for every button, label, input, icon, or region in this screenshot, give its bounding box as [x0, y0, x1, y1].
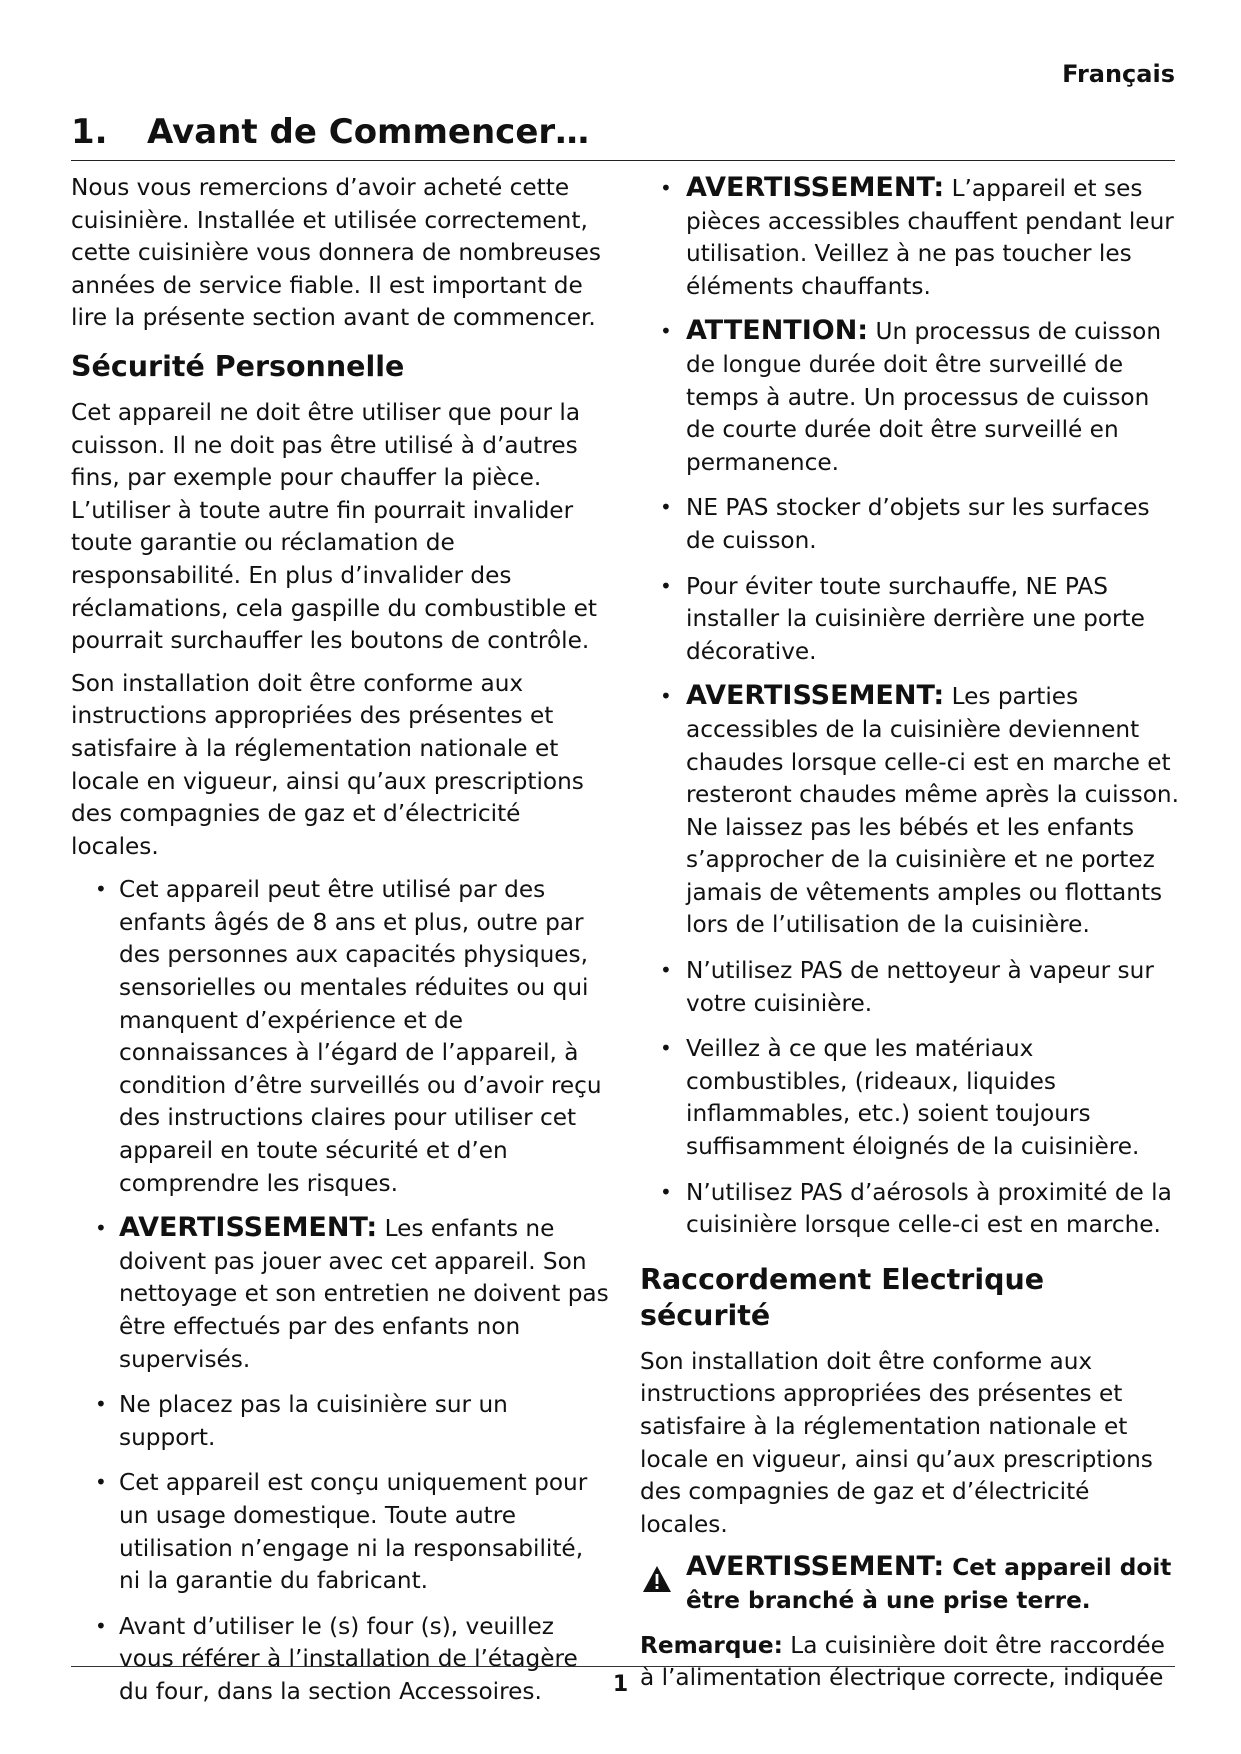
- list-item: [640, 491, 1180, 557]
- list-item-text: Ne placez pas la cuisinière sur un support.: [119, 1391, 508, 1451]
- paragraph-electrical-installation: Son installation doit être conforme aux instructions appropriées des présentes et satisfaire à la réglementation nationale et locale en vigueur, ainsi qu’aux prescriptions des compagnies de gaz et d’électricité locales.: [640, 1347, 1153, 1538]
- bullet-icon: •: [660, 684, 672, 709]
- bullet-icon: •: [660, 1179, 672, 1204]
- warning-text: Cet appareil doit être branché à une prise terre.: [686, 1554, 1172, 1614]
- bullet-icon: •: [660, 176, 672, 200]
- list-item: [640, 172, 1180, 303]
- list-item-text: L’appareil et ses pièces accessibles chauffent pendant leur utilisation. Veillez à ne pas toucher les éléments chauffants.: [686, 175, 1174, 300]
- list-item: [71, 873, 611, 1200]
- list-item: [71, 1466, 611, 1597]
- bullet-icon: •: [660, 573, 672, 598]
- list-item-keyword: AVERTISSEMENT:: [119, 1212, 378, 1244]
- list-item: [640, 954, 1180, 1020]
- list-item-text: Veillez à ce que les matériaux combustibles, (rideaux, liquides inflammables, etc.) soient toujours suffisamment éloignés de la cuisinière.: [686, 1035, 1140, 1161]
- bullet-icon: •: [95, 1613, 107, 1638]
- bullet-icon: •: [95, 877, 107, 902]
- section-heading-personal-safety: Sécurité Personnelle: [71, 349, 405, 383]
- list-item-text: N’utilisez PAS de nettoyeur à vapeur sur votre cuisinière.: [686, 957, 1154, 1017]
- warning-keyword: AVERTISSEMENT:: [686, 1551, 945, 1583]
- bullet-icon: •: [660, 319, 672, 344]
- list-item: [640, 1032, 1180, 1163]
- paragraph-installation: Son installation doit être conforme aux instructions appropriées des présentes et satisfaire à la réglementation nationale et locale en vigueur, ainsi qu’aux prescriptions des compagnies de gaz et d’électricité locales.: [71, 669, 584, 860]
- list-item-text: Un processus de cuisson de longue durée doit être surveillé de temps à autre. Un processus de cuisson de courte durée doit être surveillé en permanence.: [686, 318, 1162, 476]
- list-item-text: N’utilisez PAS d’aérosols à proximité de la cuisinière lorsque celle-ci est en marche.: [686, 1178, 1172, 1239]
- bullet-icon: •: [95, 1216, 107, 1241]
- list-item: [71, 1388, 611, 1454]
- bullet-icon: •: [660, 958, 672, 983]
- list-item-text: Les parties accessibles de la cuisinière deviennent chaudes lorsque celle-ci est en marche et resteront chaudes même après la cuisson. Ne laissez pas les bébés et les enfants s’approcher de la cuisinière et ne portez jamais de vêtements amples ou flottants lors de l’utilisation de la cuisinière.: [686, 683, 1179, 939]
- bullet-icon: •: [95, 1392, 107, 1417]
- bullet-icon: •: [95, 1470, 107, 1495]
- language-label: Français: [1062, 60, 1175, 88]
- list-item-text: Avant d’utiliser le (s) four (s), veuillez vous référer à l’installation de l’étagère du four, dans la section Accessoires.: [119, 1612, 578, 1705]
- bullet-icon: •: [660, 1036, 672, 1061]
- warning-triangle-icon: [642, 1565, 672, 1593]
- left-column: [71, 172, 611, 1721]
- list-item-text: Les enfants ne doivent pas jouer avec cet appareil. Son nettoyage et son entretien ne doivent pas être effectués par des enfants non supervisés.: [119, 1215, 609, 1373]
- list-item-keyword: AVERTISSEMENT:: [686, 172, 945, 203]
- chapter-title: Avant de Commencer…: [147, 112, 590, 152]
- list-item-text: NE PAS stocker d’objets sur les surfaces de cuisson.: [686, 494, 1150, 554]
- intro-paragraph: Nous vous remercions d’avoir acheté cette cuisinière. Installée et utilisée correctement, cette cuisinière vous donnera de nombreuses années de service fiable. Il est important de lire la présente section avant de commencer.: [71, 174, 601, 332]
- page-number: 1: [612, 1672, 629, 1697]
- section-heading-electrical-safety: Raccordement Electrique sécurité: [640, 1262, 1045, 1332]
- paragraph-usage: Cet appareil ne doit être utiliser que pour la cuisson. Il ne doit pas être utilisé à d’autres fins, par exemple pour chauffer la pièce. L’utiliser à toute autre fin pourrait invalider toute garantie ou réclamation de responsabilité. En plus d’invalider des réclamations, cela gaspille du combustible et pourrait surchauffer les boutons de contrôle.: [71, 398, 597, 655]
- list-item: [640, 315, 1180, 479]
- remark-text: La cuisinière doit être raccordée à l’alimentation électrique correcte, indiquée: [640, 1631, 1165, 1692]
- list-item: [640, 1176, 1180, 1242]
- footer-divider: [71, 1666, 1175, 1667]
- list-item-text: Cet appareil est conçu uniquement pour un usage domestique. Toute autre utilisation n’engage ni la responsabilité, ni la garantie du fabricant.: [119, 1469, 588, 1595]
- list-item: [640, 570, 1180, 669]
- left-bullet-list: [71, 873, 611, 1708]
- right-column: [640, 172, 1180, 1705]
- chapter-number: 1.: [71, 112, 108, 152]
- right-bullet-list: [640, 172, 1180, 1242]
- list-item-keyword: ATTENTION:: [686, 315, 869, 347]
- bullet-icon: •: [660, 495, 672, 520]
- remark-label: Remarque:: [640, 1631, 783, 1659]
- chapter-heading: [71, 112, 1175, 161]
- list-item-keyword: AVERTISSEMENT:: [686, 680, 945, 712]
- list-item: [640, 680, 1180, 942]
- earthing-warning: [640, 1551, 1180, 1617]
- list-item: [71, 1212, 611, 1376]
- list-item-text: Pour éviter toute surchauffe, NE PAS installer la cuisinière derrière une porte décorative.: [686, 572, 1145, 665]
- list-item-text: Cet appareil peut être utilisé par des enfants âgés de 8 ans et plus, outre par des personnes aux capacités physiques, sensorielles ou mentales réduites ou qui manquent d’expérience et de connaissances à l’égard de l’appareil, à condition d’être surveillés ou d’avoir reçu des instructions claires pour utiliser cet appareil en toute sécurité et d’en comprendre les risques.: [119, 876, 602, 1197]
